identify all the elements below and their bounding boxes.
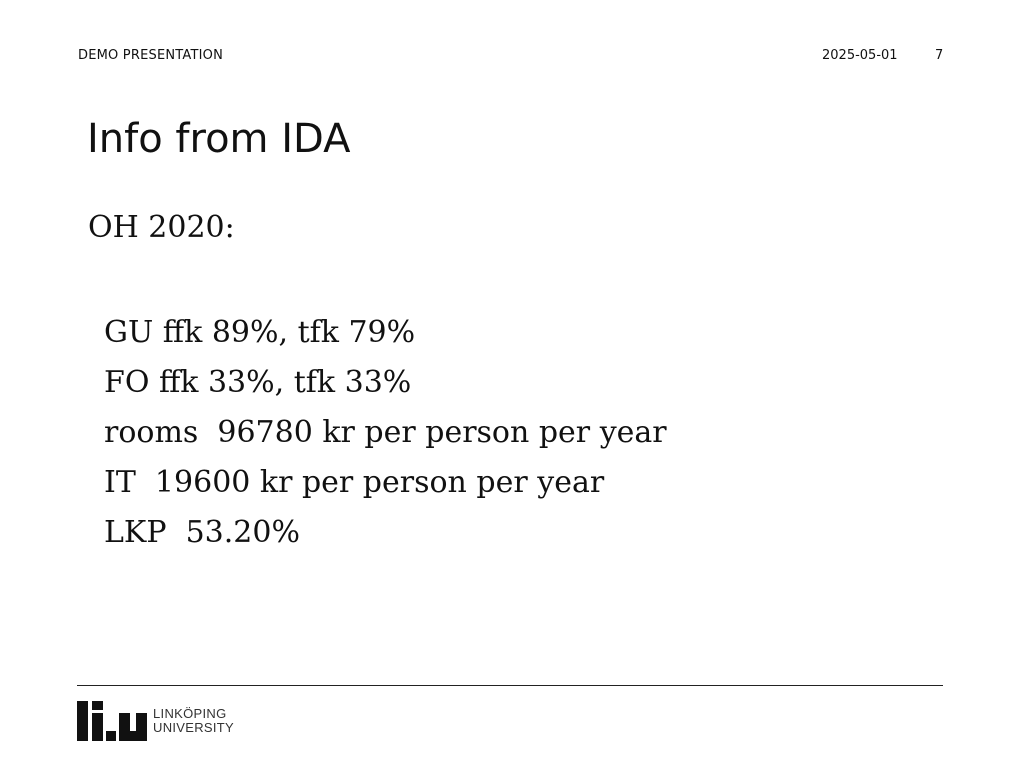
footer-divider — [77, 685, 943, 686]
slide-body — [88, 208, 667, 558]
info-item-rooms: rooms 96780 kr per person per year — [104, 415, 667, 450]
slide-title: Info from IDA — [87, 116, 351, 162]
logo-text-line2: UNIVERSITY — [153, 720, 235, 735]
university-logo — [77, 701, 234, 741]
info-item-gu: GU ffk 89%, tfk 79% — [104, 315, 416, 350]
presentation-label: DEMO PRESENTATION — [78, 48, 224, 63]
info-item-fo: FO ffk 33%, tfk 33% — [104, 365, 412, 400]
liu-logo-icon — [77, 701, 147, 741]
info-item-lkp: LKP 53.20% — [104, 515, 300, 550]
info-item-it: IT 19600 kr per person per year — [104, 465, 605, 500]
logo-text — [153, 707, 234, 735]
logo-text-line1: LINKÖPING — [153, 706, 227, 721]
page-number: 7 — [935, 48, 944, 63]
info-list — [104, 308, 667, 558]
slide-date: 2025-05-01 — [822, 48, 898, 63]
intro-line: OH 2020: — [88, 210, 235, 245]
